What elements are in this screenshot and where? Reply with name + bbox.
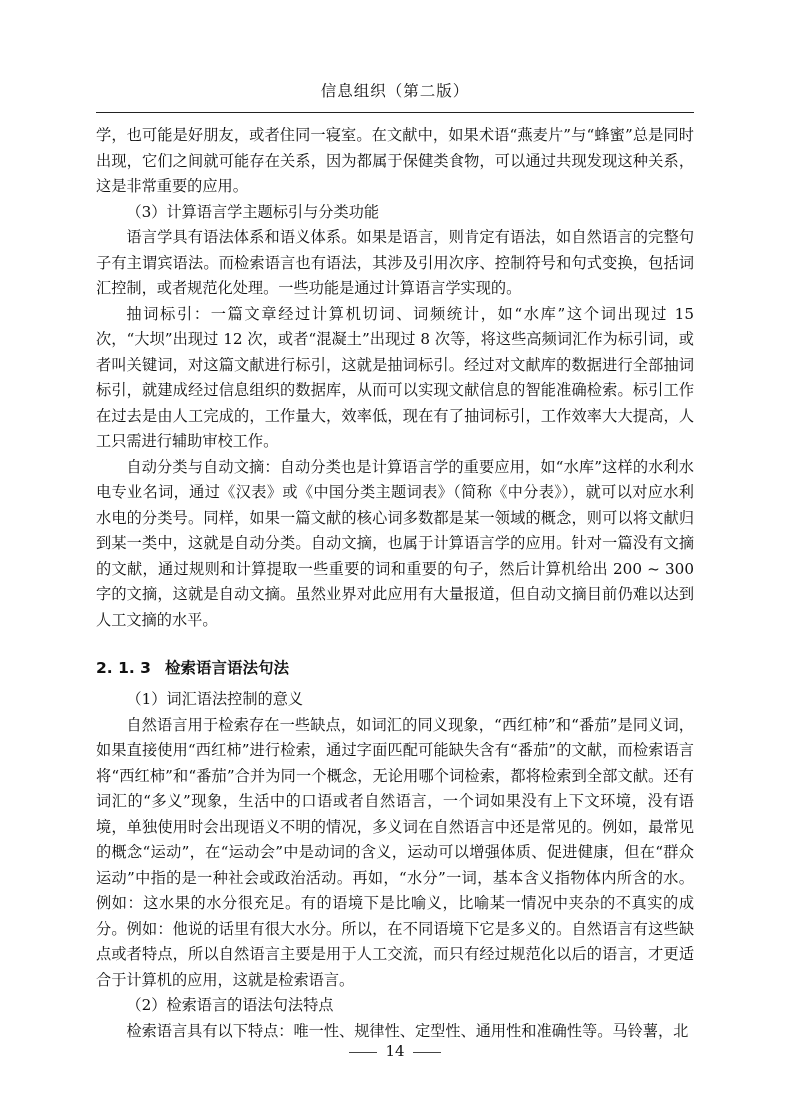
- paragraph-term-extraction: 抽词标引：一篇文章经过计算机切词、词频统计，如“水库”这个词出现过 15 次，“大坝”出现过 12 次，或者“混凝土”出现过 8 次等，将这些高频词汇作为标引词，或者叫关键词，对这篇文献进行标引，这就是抽词标引。经过对文献库的数据进行全部抽词标引，就建成经过信息组织的数据库，从而可以实现文献信息的智能准确检索。标引工作在过去是由人工完成的，工作量大，效率低，现在有了抽词标引，工作效率大大提高，人工只需进行辅助审校工作。: [96, 304, 694, 450]
- folio-dash-right: [413, 1052, 441, 1053]
- running-head: 信息组织（第二版）: [320, 82, 470, 100]
- paragraph-features: 检索语言具有以下特点：唯一性、规律性、定型性、通用性和准确性等。马铃薯，北: [126, 1021, 689, 1040]
- page-footer: [96, 1042, 694, 1060]
- subheading-1: （1）词汇语法控制的意义: [126, 690, 304, 708]
- paragraph-grammar: 语言学具有语法体系和语义体系。如果是语言，则肯定有语法，如自然语言的完整句子有主谓宾语法。而检索语言也有语法，其涉及引用次序、控制符号和句式变换，包括词汇控制，或者规范化处理。一些功能是通过计算语言学实现的。: [96, 228, 694, 297]
- subheading-3: （3）计算语言学主题标引与分类功能: [126, 202, 380, 221]
- paragraph-auto-classification: 自动分类与自动文摘：自动分类也是计算语言学的重要应用，如“水库”这样的水利水电专业名词，通过《汉表》或《中国分类主题词表》（简称《中分表》），就可以对应水利水电的分类号。同样，如果一篇文献的核心词多数都是某一领域的概念，则可以将文献归到某一类中，这就是自动分类。自动文摘，也属于计算语言学的应用。针对一篇没有文摘的文献，通过规则和计算提取一些重要的词和重要的句子，然后计算机给出 200 ~ 300 字的文摘，这就是自动文摘。虽然业界对此应用有大量报道，但自动文摘目前仍难以达到人工文摘的水平。: [96, 457, 694, 629]
- body-text: [96, 123, 694, 1044]
- section-heading: [96, 655, 694, 681]
- paragraph-continuation: 学，也可能是好朋友，或者住同一寝室。在文献中，如果术语“燕麦片”与“蜂蜜”总是同时出现，它们之间就可能存在关系，因为都属于保健类食物，可以通过共现发现这种关系，这是非常重要的应用。: [96, 126, 694, 195]
- section-title: 检索语言语法句法: [164, 659, 289, 677]
- folio-dash-left: [349, 1052, 377, 1053]
- paragraph-vocabulary-control: 自然语言用于检索存在一些缺点，如词汇的同义现象，“西红柿”和“番茄”是同义词，如果直接使用“西红柿”进行检索，通过字面匹配可能缺失含有“番茄”的文献，而检索语言将“西红柿”和“番茄”合并为同一个概念，无论用哪个词检索，都将检索到全部文献。还有词汇的“多义”现象，生活中的口语或者自然语言，一个词如果没有上下文环境，没有语境，单独使用时会出现语义不明的情况，多义词在自然语言中还是常见的。例如，最常见的概念“运动”，在“运动会”中是动词的含义，运动可以增强体质、促进健康，但在“群众运动”中指的是一种社会或政治活动。再如，“水分”一词，基本含义指物体内所含的水。例如：这水果的水分很充足。有的语境下是比喻义，比喻某一情况中夹杂的不真实的成分。例如：他说的话里有很大水分。所以，在不同语境下它是多义的。自然语言有这些缺点或者特点，所以自然语言主要是用于人工交流，而只有经过规范化以后的语言，才更适合于计算机的应用，这就是检索语言。: [96, 715, 694, 989]
- subheading-2: （2）检索语言的语法句法特点: [126, 996, 334, 1014]
- header-rule: [96, 112, 694, 113]
- section-number: 2. 1. 3: [96, 659, 151, 677]
- page-number: 14: [385, 1042, 405, 1060]
